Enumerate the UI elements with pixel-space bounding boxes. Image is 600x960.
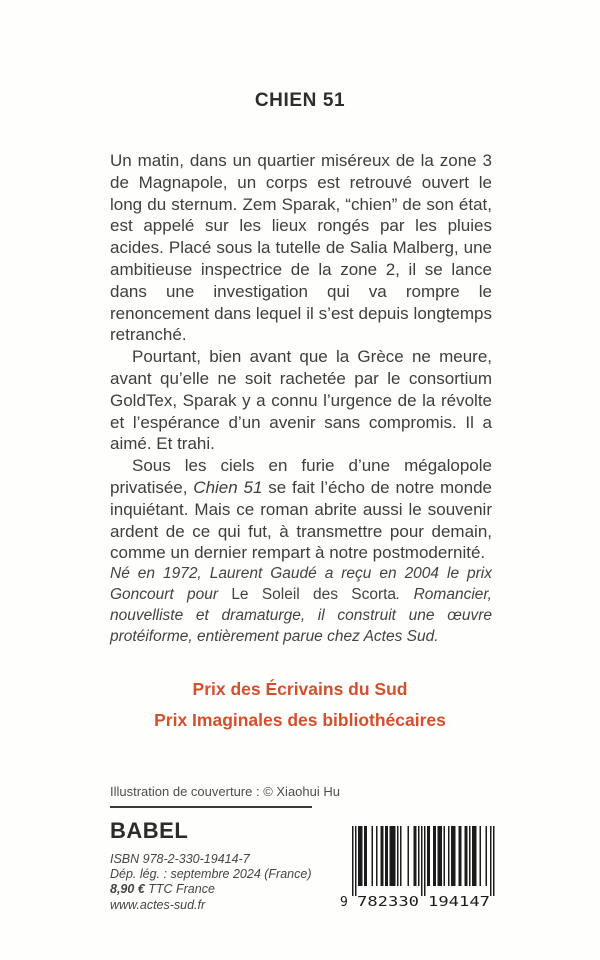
- price-value: 8,90 €: [110, 882, 145, 897]
- imprint-name: BABEL: [110, 818, 189, 843]
- author-bio: [110, 563, 492, 647]
- synopsis-paragraph-1: Un matin, dans un quartier miséreux de la zone 3 de Magnapole, un corps est retrouvé ouvert le long du sternum. Zem Sparak, “chien” de son état, est appelé sur les lieux rongés par les pluies acides. Placé sous la tutelle de Salia Malberg, une ambitieuse inspectrice de la zone 2, il se lance dans une investigation qui va rompre le renoncement dans lequel il s’est depuis longtemps retranché.: [110, 151, 492, 345]
- awards: [0, 674, 600, 736]
- book-title: CHIEN 51: [254, 90, 346, 111]
- publisher-website: www.actes-sud.fr: [110, 897, 206, 912]
- inline-book-title: Chien 51: [193, 477, 263, 497]
- author-bio-paragraph: [110, 563, 492, 647]
- bio-text: Né en 1972, Laurent Gaudé a reçu en 2004 le prix Goncourt pour: [110, 565, 492, 603]
- bio-text-end: . Romancier, nouvelliste et dramaturge, il construit une œuvre protéiforme, entièrement parue chez Actes Sud.: [110, 586, 492, 645]
- svg-text:9: 9: [340, 895, 348, 908]
- bio-book-title: Le Soleil des Scorta: [231, 586, 397, 603]
- synopsis-p3-text: Sous les ciels en furie d’une mégalopole privatisée,: [110, 456, 492, 497]
- imprint-details: [110, 852, 340, 913]
- legal-deposit-line: Dép. lég. : septembre 2024 (France): [110, 867, 312, 882]
- award-line-2: Prix Imaginales des bibliothécaires: [154, 710, 446, 730]
- synopsis-p3-text-end: se fait l’écho de notre monde inquiétant. Mais ce roman abrite aussi le souvenir ardent de ce qui fut, à transmettre pour demain, comme un dernier rempart à notre postmodernité.: [110, 477, 492, 563]
- svg-text:194147: 194147: [428, 895, 490, 908]
- cover-illustration-credit: Illustration de couverture : © Xiaohui Hu: [110, 784, 340, 799]
- synopsis: [110, 150, 492, 564]
- synopsis-paragraph-2: Pourtant, bien avant que la Grèce ne meure, avant qu’elle ne soit rachetée par le consortium GoldTex, Sparak y a connu l’urgence de la révolte et l’espérance d’un avenir sans compromis. Il a aimé. Et trahi.: [110, 347, 492, 454]
- price-suffix: TTC France: [144, 882, 215, 897]
- imprint-divider-line: [110, 806, 312, 808]
- price-line: [110, 882, 340, 897]
- svg-text:782330: 782330: [357, 895, 419, 908]
- isbn-line: ISBN 978-2-330-19414-7: [110, 852, 250, 866]
- barcode: [340, 826, 495, 908]
- barcode-svg: [340, 826, 495, 908]
- synopsis-paragraph-3: [110, 455, 492, 564]
- award-line-1: Prix des Écrivains du Sud: [192, 679, 408, 699]
